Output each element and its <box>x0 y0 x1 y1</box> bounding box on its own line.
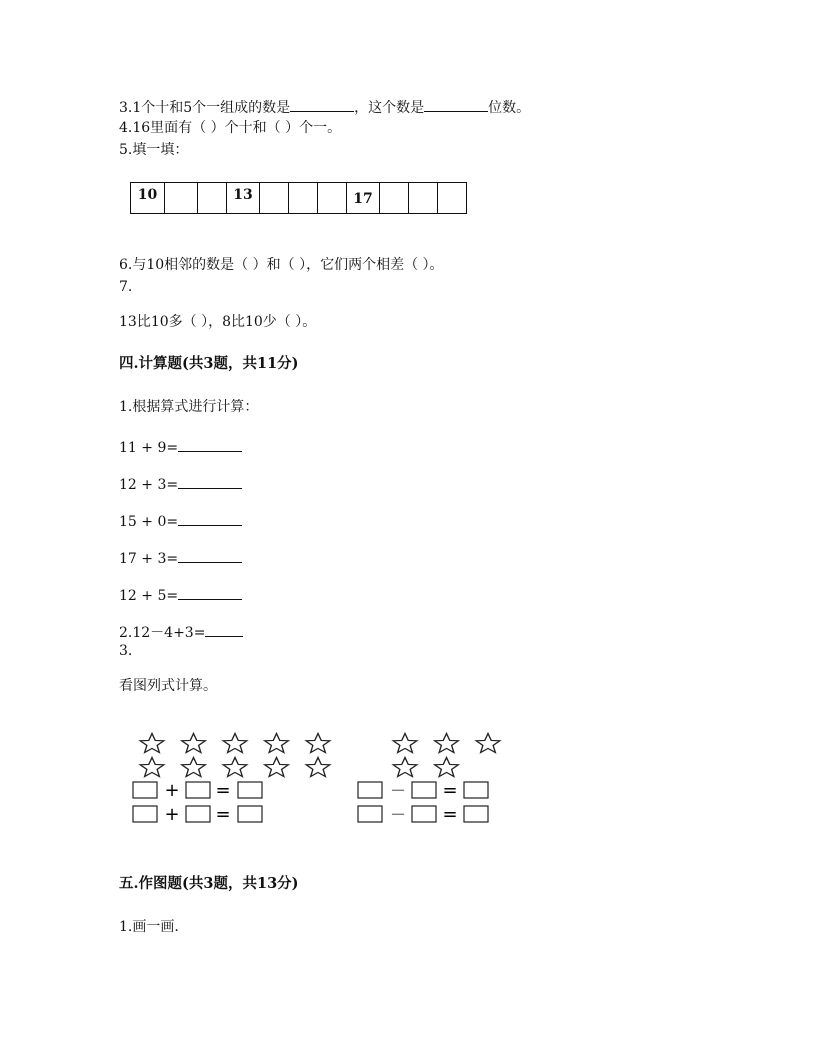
answer-box[interactable] <box>412 806 436 822</box>
answer-box[interactable] <box>133 782 157 798</box>
calc-item: 15 + 0= <box>119 511 242 531</box>
section-4-heading: 四.计算题(共3题，共11分) <box>119 355 299 372</box>
answer-box[interactable] <box>464 782 488 798</box>
answer-box[interactable] <box>358 806 382 822</box>
star-icon <box>393 758 417 777</box>
question-4: 4.16里面有（ ）个十和（ ）个一。 <box>119 120 342 136</box>
star-icon <box>306 734 330 753</box>
answer-box[interactable] <box>464 806 488 822</box>
answer-blank[interactable] <box>205 622 243 637</box>
equation-right-2 <box>358 804 488 825</box>
answer-blank[interactable] <box>178 548 242 563</box>
answer-blank[interactable] <box>290 97 354 112</box>
number-row <box>130 182 467 214</box>
number-cell[interactable] <box>437 183 466 213</box>
number-cell[interactable] <box>197 183 226 213</box>
number-cell: 10 <box>137 187 158 203</box>
answer-box[interactable] <box>358 782 382 798</box>
minus-sign: － <box>389 805 407 824</box>
question-6: 6.与10相邻的数是（ ）和（ ），它们两个相差（ ）。 <box>119 257 444 273</box>
star-icon <box>140 758 164 777</box>
draw-intro: 1.画一画. <box>119 919 179 935</box>
number-cell[interactable] <box>379 183 408 213</box>
calc-intro: 1.根据算式进行计算： <box>119 399 259 415</box>
equals-sign: = <box>215 804 231 825</box>
answer-blank[interactable] <box>178 474 242 489</box>
number-cell[interactable] <box>164 183 197 213</box>
equation-left-2 <box>133 804 262 825</box>
calc-item: 12 + 5= <box>119 585 242 605</box>
star-icon <box>223 734 247 753</box>
equals-sign: = <box>215 780 231 801</box>
number-cell[interactable] <box>288 183 317 213</box>
star-icon <box>476 734 500 753</box>
equals-sign: = <box>442 780 458 801</box>
question-3: 3.1个十和5个一组成的数是 ，这个数是 位数。 <box>119 97 530 117</box>
equation-right-1 <box>358 780 488 801</box>
star-icon <box>435 758 459 777</box>
question-7-text: 13比10多（ ），8比10少（ ）。 <box>119 314 317 330</box>
question-3b-text: 看图列式计算。 <box>119 678 217 694</box>
plus-sign: + <box>164 804 180 825</box>
equation-left-1 <box>133 780 262 801</box>
star-icon <box>140 734 164 753</box>
section-5-heading: 五.作图题(共3题，共13分) <box>119 875 299 892</box>
answer-box[interactable] <box>133 806 157 822</box>
plus-sign: + <box>164 780 180 801</box>
answer-box[interactable] <box>238 806 262 822</box>
answer-box[interactable] <box>412 782 436 798</box>
star-icon <box>265 758 289 777</box>
answer-blank[interactable] <box>424 97 488 112</box>
number-cell[interactable] <box>259 183 288 213</box>
question-5: 5.填一填： <box>119 142 189 158</box>
star-icon <box>182 758 206 777</box>
calc-item: 12 + 3= <box>119 474 242 494</box>
minus-sign: － <box>389 781 407 800</box>
star-icon <box>182 734 206 753</box>
calc-2: 2.12－4+3= <box>119 622 243 642</box>
number-cell[interactable] <box>317 183 346 213</box>
calc-item: 17 + 3= <box>119 548 242 568</box>
question-7-label: 7. <box>119 279 133 295</box>
answer-box[interactable] <box>238 782 262 798</box>
answer-box[interactable] <box>186 806 210 822</box>
number-cell[interactable] <box>408 183 437 213</box>
star-icon <box>306 758 330 777</box>
answer-blank[interactable] <box>178 511 242 526</box>
question-3b-label: 3. <box>119 643 133 659</box>
number-cell: 17 <box>346 183 379 213</box>
star-icon <box>223 758 247 777</box>
calc-item: 11 + 9= <box>119 437 242 457</box>
star-icon <box>435 734 459 753</box>
stars-group <box>140 734 500 777</box>
star-icon <box>393 734 417 753</box>
star-icon <box>265 734 289 753</box>
answer-box[interactable] <box>186 782 210 798</box>
number-cell: 13 <box>226 183 259 213</box>
answer-blank[interactable] <box>178 585 242 600</box>
equals-sign: = <box>442 804 458 825</box>
answer-blank[interactable] <box>178 437 242 452</box>
